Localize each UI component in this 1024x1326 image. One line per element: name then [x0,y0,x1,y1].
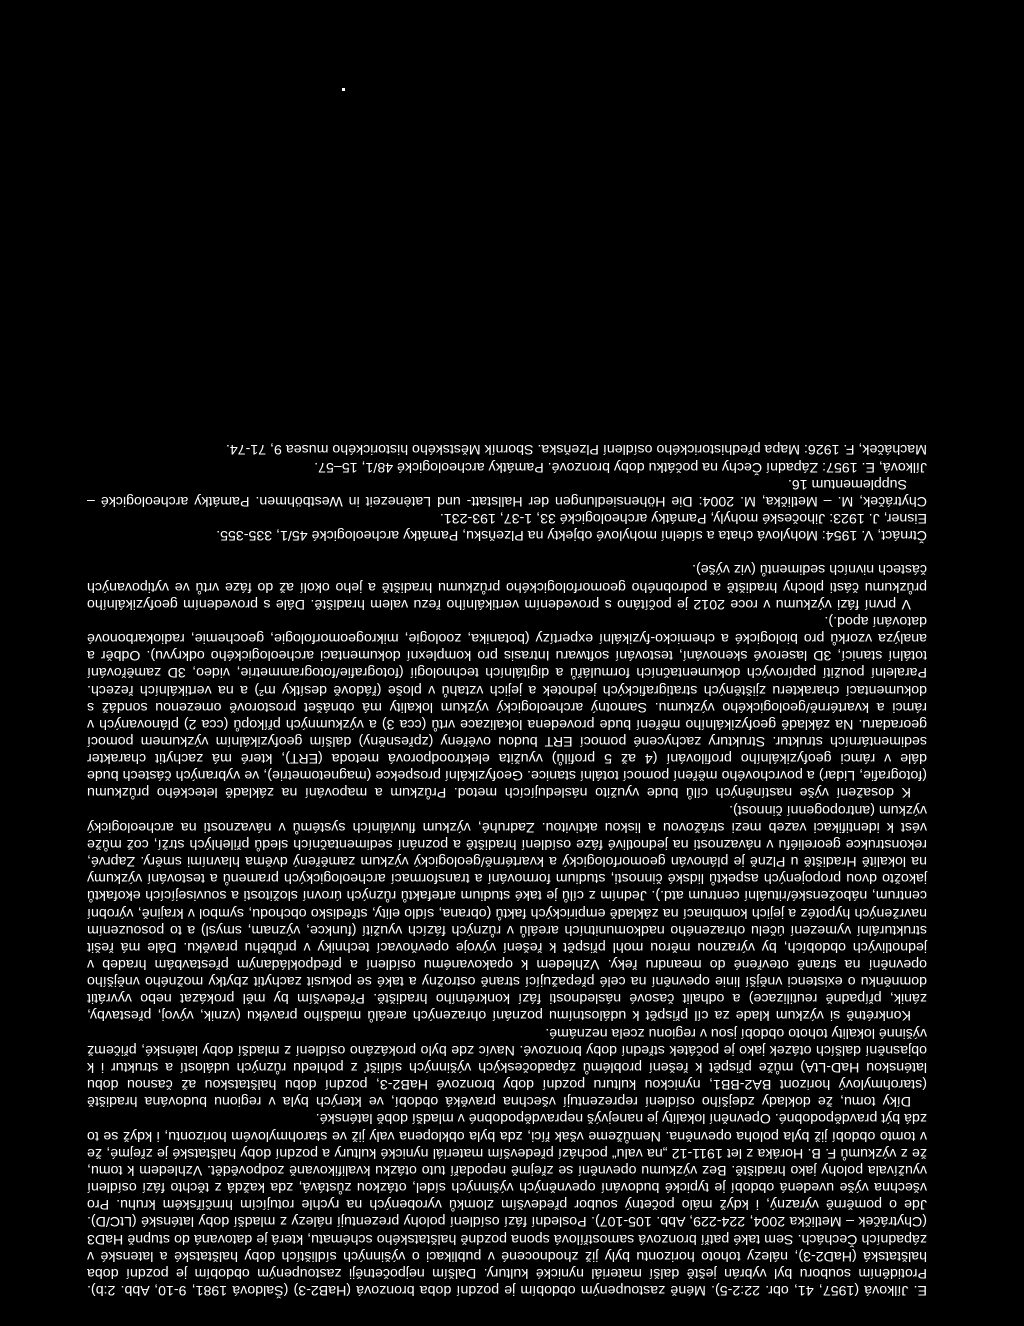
stray-mark [342,88,345,91]
section-gap [87,543,927,560]
paragraph-1: E. Jílková (1957, 41, obr. 22:2-5). Méně zastoupeným obdobím je pozdní doba bronzová (HaB2-3) (Šaldová 1981, 9-10, Abb. 2:b). Protiděním souboru byl vybrán ještě další materiál nynické kultury. Dalším nejpočetněji zastoupeným obdobím je pozdní doba halštatská (HaD2-3), nálezy tohoto horizontu byly již zhodnocené v publikaci o výšinných sídlištích doby halštatské a latenské v západních Čechách. Sem také patří bronzová samostřílová spona pozdně halštatského schématu, která je datovaná do stupně HaD3 (Chytráček – Metlička 2004, 224-229, Abb. 105-107). Poslední fází osídlení polohy prezentují nálezy z mladší doby laténské (LtC/D). Jde o poměrně výrazný, i když málo početný soubor především zlomků vyrobených na rychle rotujícím hrnčířském kruhu. Pro všechna výše uvedená období je typické budování opevněných výšinných sídel, otázkou zůstává, zda každá z těchto fází osídlení využívala polohy jako hradiště. Bez výzkumu opevnění se zřejmě nepodaří tuto otázku kvalifikovaně zodpovědět. Vzhledem k tomu, že z výzkumů F. B. Horáka z let 1911-12 „na valu“ pochází především materiál nynické kultury a pozdní doby halštatské je zřejmé, že v tomto období již byla poloha opevněna. Nemůžeme však říci, zda byla obklopena valy již ve starohmylovém horizontu, i když se to zdá být pravděpodobné. Opevnění lokality je nanejvýš nepravděpodobné v mladší době laténské. [87,1110,927,1298]
paragraph-5: V první fázi výzkumu v roce 2012 je počítáno s provedením vertikálního řezu valem hradiště. Dále s provedením geofyzikálního průzkumu části plochy hradiště a podrobného geomorfologického průzkumu hradiště a jeho okolí až do fáze vrtů ve vytipovaných částech nivních sedimentů (viz výše). [87,561,927,612]
paragraph-3: Konkrétně si výzkum klade za cíl přispět k událostnímu poznání ohrazených areálů mladšího pravěku (vznik, vývoj, přestavby, zánik, případně reutilizace) a odhalit časové následnosti fází konkrétního hradiště. Především by měl prokázat nebo vyvrátit domněnku o existenci vnější linie opevnění na celé přepažující straně ostrožny a také se pokusit zachytit zbytky možného vnějšího opevnění na straně otevřené do meandru řeky. Vzhledem k opakovanému osídlení a předpokládaným přestavbám hradeb v jednotlivých obdobích, by výraznou měrou mohl přispět k řešení vývoje opevňovací techniky v průběhu pravěku. Dále má řešit strukturální vymezení účelu ohrazeného nadkomunitních areálů v různých fázích využití (funkce, význam, smysl) a to posouzením navržených hypotéz a jejich kombinací na základě empirických faktů (obrana, sídlo elity, středisko obchodu, symbol v krajině, výrobní centrum, náboženské/rituální centrum atd.). Jedním z cílů je také studium artefaktů různých úrovní složitosti a souvisejících ekofaktů jakožto dvou propojených aspektů lidské činnosti, studium formování a transformací archeologických pramenů a testování výzkumy na lokalitě Hradiště u Plzně je plánován geomorfologický a kvartérně/geologický výzkum zaměřený dvěma hlavními směry. Zaprvé, rekonstrukce georeliéfu v návaznosti na jednotlivé fáze osídlení hradiště a poznání sedimentačních sledů přilehlých strží, což může vést k identifikaci vazeb mezi strážovou a liskou aktivitou. Zadruhé, výzkum fluviálních systémů v návaznosti na archeologický výzkum (antropogenní činnost). [87,801,927,1024]
reference-3: Chytráček, M. – Metlička, M. 2004: Die Höhensiedlungen der Hallstatt- und Latènezeit in Westböhmen. Památky archeologické – Supplementum 16. [87,475,927,509]
reference-5: Macháček, F. 1926: Mapa předhistorického osídlení Plzeňska. Sborník Městského historického musea 9, 71-74. [225,441,927,458]
paragraph-4: K dosažení výše nastíněných cílů bude využito následujících metod. Průzkum a mapování na základě leteckého průzkumu (fotografie, Lidar) a povrchového měření pomocí totální stanice. Geofyzikální prospekce (magnetometrie), ve vybraných částech bude dále v rámci geofyzikálního profilování (4 až 5 profilů) využita elektroodporová metoda (ERT), které má zachytit charakter sedimentárních struktur. Struktury zachycené pomocí ERT budou ověřeny (zpřesněny) dalším geofyzikálním výzkumem pomocí georadaru. Na základě geofyzikálního měření bude provedena lokalizace vrtů (cca 3) a výzkumných příkopů (cca 2) plánovaných v rámci a kvartérně/geologického výzkumu. Samotný archeologický výzkum lokality má obnášet prostorově omezenou sondáž s dokumentací charakteru zjištěných stratigrafických jednotek a jejich vztahů v ploše (řádově desítky m²) a na vertikálních řezech. Paralelní použití papírových dokumentačních formulářů a digitálních technologií (fotografie/fotogrammetrie, video, 3D zaměřování totální stanicí, 3D laserové skenování, testování softwaru Intrasis pro komplexní dokumentaci archeologického odkryvu). Odběr a analýza vzorků pro biologické a chemicko-fyzikální expertízy (botanika, zoologie, mikrogeomorfologie, geochemie, radiokarbonové datování apod.). [87,612,927,801]
reference-1: Čtrnáct, V. 1954: Mohylová chata a sídelní mohylové objekty na Plzeňsku, Památky archeologické 45/1, 335-355. [216,527,927,544]
reference-4: Jílková, E. 1957: Západní Čechy na počátku doby bronzové. Památky archeologické 48/1, 15–57. [314,458,927,475]
reference-2: Eisner, J. 1923: Jihočeské mohyly, Památky archeologické 33, 1-37, 193-231. [439,510,927,527]
paragraph-2: Díky tomu, že doklady zdejšího osídlení reprezentují všechna pravěká období, ve kterých byla v regionu budována hradiště (starohmylový horizont BA2-BB1, nynickou kulturu pozdní doby bronzové HaB2-3, pozdní dobu halštatskou až časnou dobu laténskou HaD-LtA) může přispět k řešení problémů západočeských výšinných sídlišť z pohledu různých událostí a struktur i k objasnění dalších otázek jako je počátek střední doby bronzové. Navíc zde bylo prokázáno osídlení z mladší doby laténské, přičemž výšinné lokality tohoto období jsou v regionu zcela neznámé. [87,1024,927,1110]
document-body [87,440,927,1298]
